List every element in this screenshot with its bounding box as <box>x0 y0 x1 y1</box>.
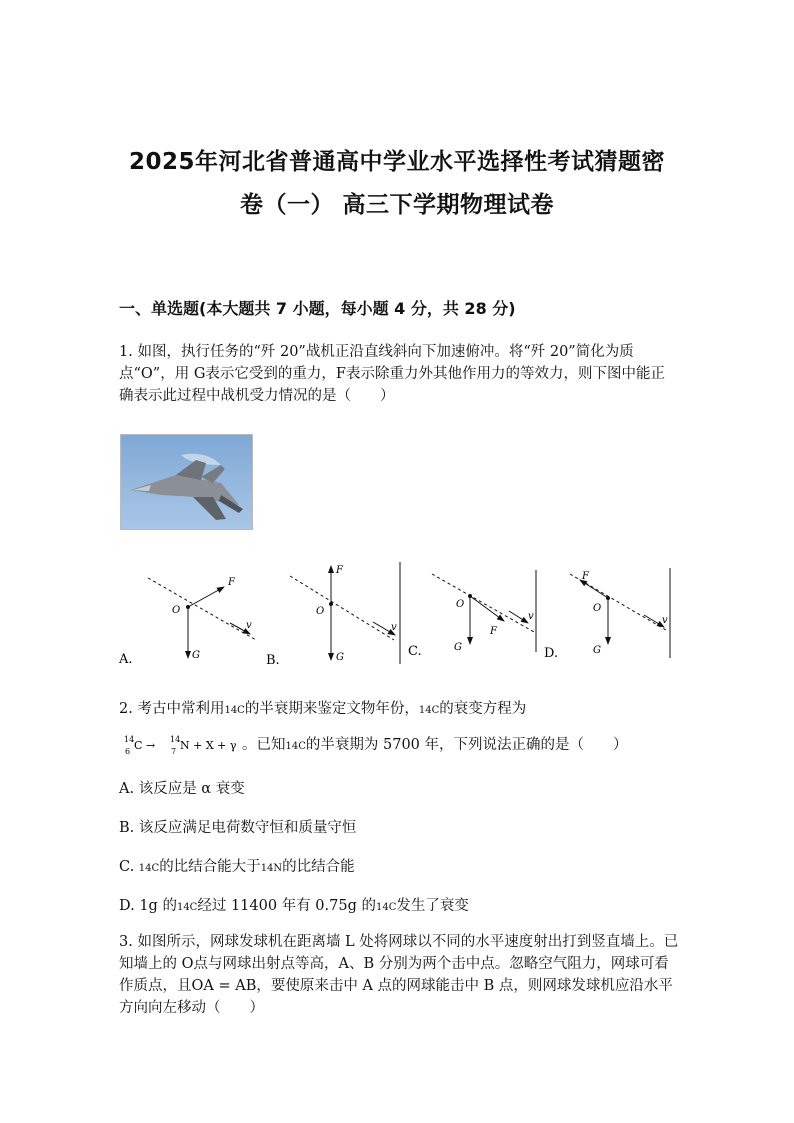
diagram-b <box>290 562 400 664</box>
q2-c-pre: C. <box>119 859 139 875</box>
eq-pre: C → <box>134 739 156 752</box>
decay-equation <box>122 733 242 757</box>
q2-d-mid: 经过 11400 年有 0.75g 的 <box>197 898 376 914</box>
option-b-label: B. <box>266 653 280 668</box>
label-v: v <box>246 620 252 631</box>
label-F: F <box>582 571 589 582</box>
svg-text:6: 6 <box>125 747 131 756</box>
option-a-label: A. <box>119 652 133 667</box>
question-1-text: 1. 如图，执行任务的“歼 20”战机正沿直线斜向下加速俯冲。将“歼 20”简化为质点“O”，用 G表示它受到的重力，F表示除重力外其他作用力的等效力，则下图中能正确表示此过程中战机受力情况的是（ ） <box>119 344 665 404</box>
c14-symbol: 14C <box>285 741 306 752</box>
question-3-text: 3. 如图所示，网球发球机在距离墙 L 处将网球以不同的水平速度射出打到竖直墙上。已知墙上的 O点与网球出射点等高，A、B 分别为两个击中点。忽略空气阻力，网球可看作质点，且OA = AB，要使原来击中 A 点的网球能击中 B 点，则网球发球机应沿水平方向向左移动（ ） <box>119 934 679 1016</box>
svg-text:14: 14 <box>170 735 181 744</box>
q2-stem-a: 2. 考古中常利用 <box>119 701 225 717</box>
svg-text:7: 7 <box>171 747 177 756</box>
label-v: v <box>662 615 668 626</box>
c14-symbol: 14C <box>224 705 245 716</box>
label-G: G <box>336 652 344 663</box>
jet-image <box>121 435 252 529</box>
question-2-stem <box>119 697 526 718</box>
svg-text:14: 14 <box>124 735 135 744</box>
label-O: O <box>316 606 325 617</box>
q2-option-a: A. 该反应是 α 衰变 <box>119 781 245 797</box>
section-heading: 一、单选题(本大题共 7 小题，每小题 4 分，共 28 分) <box>119 299 516 318</box>
label-F: F <box>490 626 497 637</box>
title-line-1: 2025年河北省普通高中学业水平选择性考试猜题密 <box>128 149 665 175</box>
label-O: O <box>456 599 465 610</box>
diagram-c <box>432 570 536 653</box>
q2-stem-b: 的半衰期来鉴定文物年份， <box>244 701 419 717</box>
q2-d-pre: D. 1g 的 <box>119 898 177 914</box>
label-v: v <box>391 622 397 633</box>
q2-option-b: B. 该反应满足电荷数守恒和质量守恒 <box>119 820 357 836</box>
label-G: G <box>454 642 462 653</box>
label-O: O <box>593 603 602 614</box>
eq-mid: N + X + γ <box>180 739 237 752</box>
label-O: O <box>172 605 181 616</box>
label-F: F <box>336 565 343 576</box>
n14-symbol: 14N <box>260 863 283 874</box>
label-v: v <box>528 611 534 622</box>
q2-stem-c: 的衰变方程为 <box>439 701 527 717</box>
label-G: G <box>593 645 601 656</box>
q2-eq-post2: 的半衰期为 5700 年，下列说法正确的是（ ） <box>305 737 628 753</box>
option-c-label: C. <box>408 644 422 659</box>
option-d-label: D. <box>544 646 559 661</box>
q2-c-mid: 的比结合能大于 <box>159 859 261 875</box>
title-line-2: 卷（一） 高三下学期物理试卷 <box>239 192 554 218</box>
diagram-d <box>570 568 670 658</box>
c14-symbol: 14C <box>418 705 440 716</box>
q2-d-post: 发生了衰变 <box>396 898 469 914</box>
q2-option-d <box>119 894 469 915</box>
c14-symbol: 14C <box>375 902 397 913</box>
decay-equation-line <box>122 733 628 757</box>
force-diagrams <box>114 560 694 672</box>
q2-option-c <box>119 855 355 876</box>
label-G: G <box>192 650 200 661</box>
c14-symbol: 14C <box>176 902 198 913</box>
jet-photo <box>120 434 253 530</box>
c14-symbol: 14C <box>138 863 160 874</box>
q2-c-post: 的比结合能 <box>282 859 355 875</box>
diagram-a <box>148 577 256 661</box>
label-F: F <box>228 577 235 588</box>
q2-eq-post: 。已知 <box>242 737 286 753</box>
